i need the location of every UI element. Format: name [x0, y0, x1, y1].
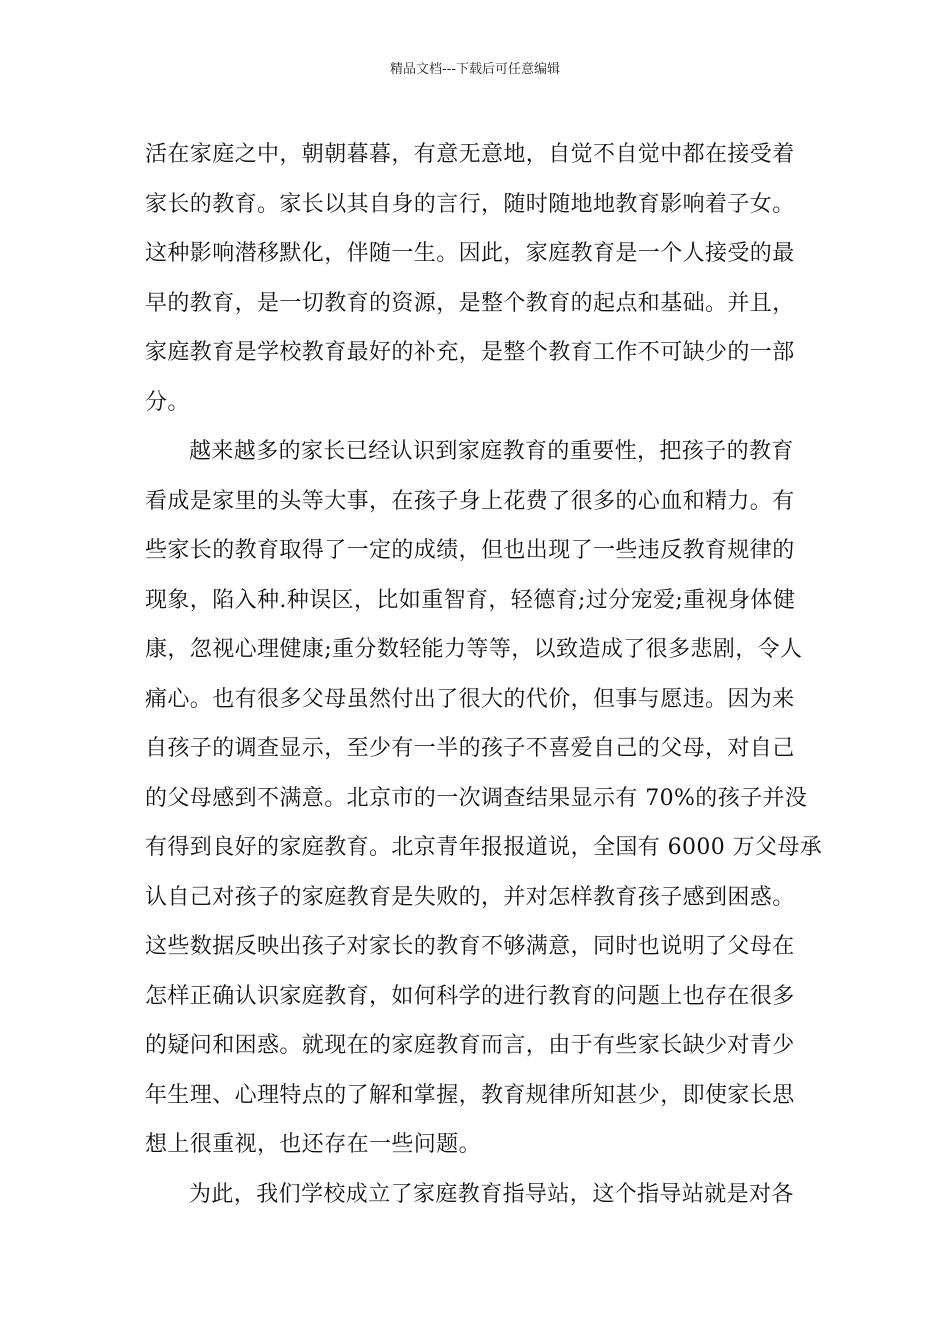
text-line: 年生理、心理特点的了解和掌握，教育规律所知甚少，即使家长思	[145, 1082, 795, 1108]
text-line: 家庭教育是学校教育最好的补充，是整个教育工作不可缺少的一部	[145, 340, 795, 365]
text-line: 活在家庭之中，朝朝暮暮，有意无意地，自觉不自觉中都在接受着	[145, 142, 795, 167]
text-line: 早的教育，是一切教育的资源，是整个教育的起点和基础。并且，	[145, 290, 795, 316]
text-line: 些家长的教育取得了一定的成绩，但也出现了一些违反教育规律的	[145, 538, 795, 563]
text-line: 的父母感到不满意。北京市的一次调查结果显示有 70%的孩子并没	[145, 785, 808, 811]
text-line: 家长的教育。家长以其自身的言行，随时随地地教育影响着子女。	[145, 191, 795, 217]
page-header: 精品文档---下载后可任意编辑	[389, 62, 561, 77]
text-line: 看成是家里的头等大事，在孩子身上花费了很多的心血和精力。有	[145, 488, 795, 514]
text-line: 认自己对孩子的家庭教育是失败的，并对怎样教育孩子感到困惑。	[145, 884, 795, 910]
document-body	[145, 130, 823, 1219]
text-line: 现象，陷入种.种误区，比如重智育，轻德育;过分宠爱;重视身体健	[145, 587, 796, 613]
text-line: 怎样正确认识家庭教育，如何科学的进行教育的问题上也存在很多	[145, 983, 795, 1009]
paragraph-start-line: 越来越多的家长已经认识到家庭教育的重要性，把孩子的教育	[189, 439, 794, 464]
text-line: 康，忽视心理健康;重分数轻能力等等，以致造成了很多悲剧，令人	[145, 637, 803, 662]
text-line: 自孩子的调查显示，至少有一半的孩子不喜爱自己的父母，对自己	[145, 736, 795, 761]
paragraph-start-line: 为此，我们学校成立了家庭教育指导站，这个指导站就是对各	[189, 1181, 794, 1207]
text-line: 这种影响潜移默化，伴随一生。因此，家庭教育是一个人接受的最	[145, 241, 795, 266]
text-line: 的疑问和困惑。就现在的家庭教育而言，由于有些家长缺少对青少	[145, 1033, 795, 1058]
text-line: 想上很重视，也还存在一些问题。	[145, 1132, 482, 1157]
text-line: 分。	[145, 389, 190, 415]
text-line: 痛心。也有很多父母虽然付出了很大的代价，但事与愿违。因为来	[145, 686, 795, 712]
text-line: 有得到良好的家庭教育。北京青年报报道说，全国有 6000 万父母承	[145, 835, 823, 860]
text-line: 这些数据反映出孩子对家长的教育不够满意，同时也说明了父母在	[145, 934, 795, 959]
